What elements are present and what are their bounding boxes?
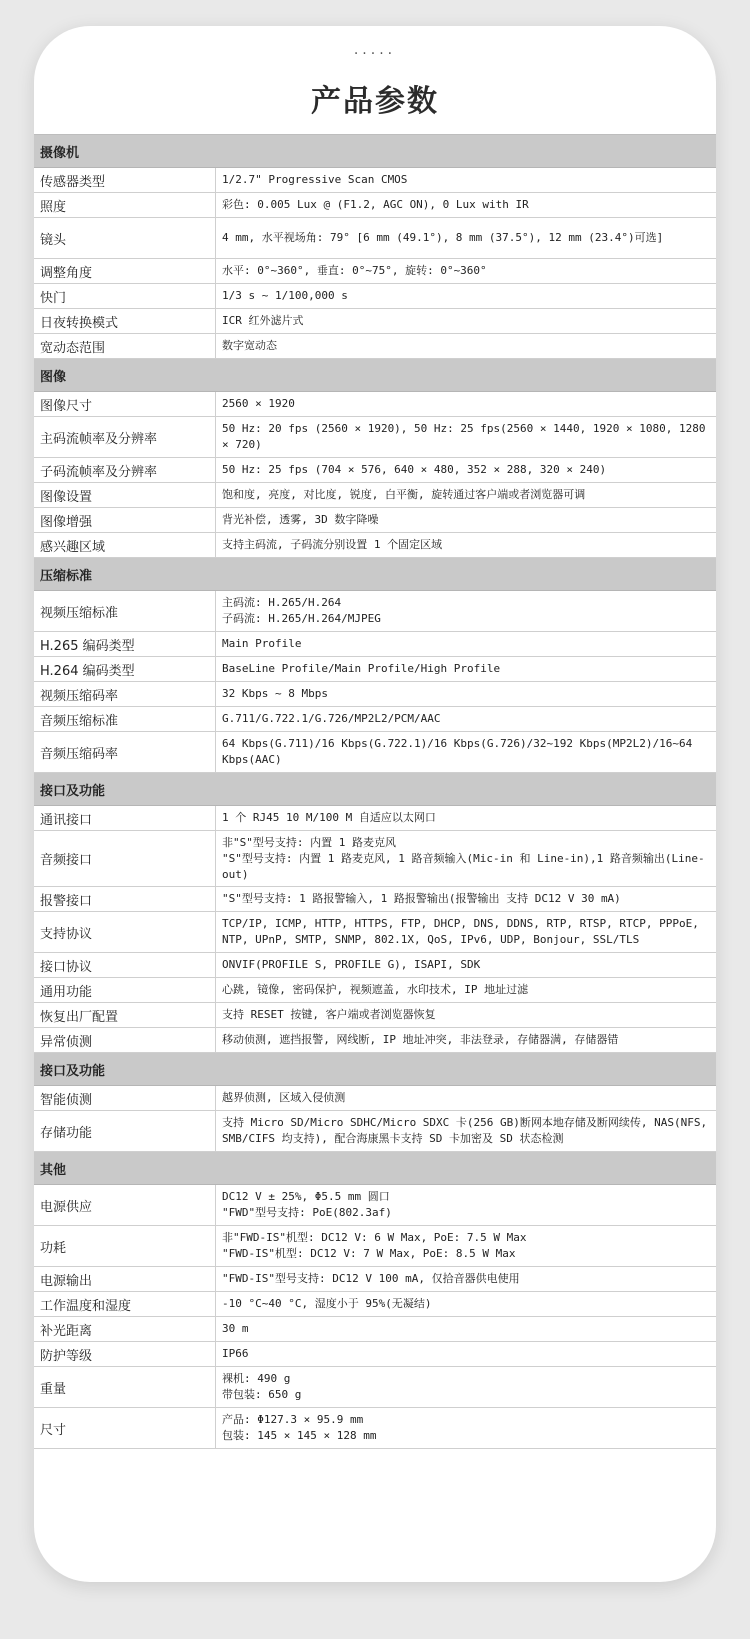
spec-value: 裸机: 490 g 带包装: 650 g xyxy=(222,1372,302,1401)
spec-label: 音频接口 xyxy=(34,831,216,886)
spec-value: 水平: 0°~360°, 垂直: 0°~75°, 旋转: 0°~360° xyxy=(222,264,487,277)
spec-row xyxy=(34,912,716,953)
spec-label: 感兴趣区域 xyxy=(34,533,216,557)
spec-label: 电源输出 xyxy=(34,1267,216,1291)
spec-value: 背光补偿, 透雾, 3D 数字降噪 xyxy=(222,513,379,526)
spec-label: 重量 xyxy=(34,1367,216,1407)
section-header: 接口及功能 xyxy=(34,1053,716,1086)
spec-label: 视频压缩标准 xyxy=(34,591,216,631)
section-header: 摄像机 xyxy=(34,135,716,168)
spec-label: 接口协议 xyxy=(34,953,216,977)
spec-label: 电源供应 xyxy=(34,1185,216,1225)
spec-value: 50 Hz: 20 fps (2560 × 1920), 50 Hz: 25 fps(2560 × 1440, 1920 × 1080, 1280 × 720) xyxy=(222,422,706,451)
spec-value: BaseLine Profile/Main Profile/High Profile xyxy=(222,662,501,675)
section-header: 压缩标准 xyxy=(34,558,716,591)
spec-value: 1 个 RJ45 10 M/100 M 自适应以太网口 xyxy=(222,811,436,824)
spec-value: "FWD-IS"型号支持: DC12 V 100 mA, 仅拾音器供电使用 xyxy=(222,1272,520,1285)
spec-label: 智能侦测 xyxy=(34,1086,216,1110)
spec-value: 非"S"型号支持: 内置 1 路麦克风 "S"型号支持: 内置 1 路麦克风, 1 路音频输入(Mic-in 和 Line-in),1 路音频输出(Line-out) xyxy=(222,835,705,881)
section-header: 其他 xyxy=(34,1152,716,1185)
spec-row xyxy=(34,309,716,334)
spec-value: 产品: Φ127.3 × 95.9 mm 包装: 145 × 145 × 128 mm xyxy=(222,1413,377,1442)
spec-value: 饱和度, 亮度, 对比度, 锐度, 白平衡, 旋转通过客户端或者浏览器可调 xyxy=(222,488,586,501)
spec-value: 64 Kbps(G.711)/16 Kbps(G.722.1)/16 Kbps(G.726)/32~192 Kbps(MP2L2)/16~64 Kbps(AAC) xyxy=(222,737,693,766)
page-title: 产品参数 xyxy=(311,84,439,119)
spec-value: 支持 RESET 按键, 客户端或者浏览器恢复 xyxy=(222,1008,436,1021)
spec-row xyxy=(34,218,716,259)
spec-label: 主码流帧率及分辨率 xyxy=(34,417,216,457)
spec-value: ONVIF(PROFILE S, PROFILE G), ISAPI, SDK xyxy=(222,958,481,971)
spec-label: 工作温度和湿度 xyxy=(34,1292,216,1316)
spec-label: 快门 xyxy=(34,284,216,308)
spec-label: 子码流帧率及分辨率 xyxy=(34,458,216,482)
spec-row xyxy=(34,1028,716,1053)
spec-row xyxy=(34,887,716,912)
spec-value: 数字宽动态 xyxy=(222,339,277,352)
spec-label: 音频压缩标准 xyxy=(34,707,216,731)
spec-value: 非"FWD-IS"机型: DC12 V: 6 W Max, PoE: 7.5 W Max "FWD-IS"机型: DC12 V: 7 W Max, PoE: 8.5 W Max xyxy=(222,1231,527,1260)
spec-row xyxy=(34,1226,716,1267)
spec-value: 越界侦测, 区域入侵侦测 xyxy=(222,1091,346,1104)
spec-value: 1/2.7" Progressive Scan CMOS xyxy=(222,173,408,186)
spec-label: 报警接口 xyxy=(34,887,216,911)
spec-value: 30 m xyxy=(222,1322,249,1335)
spec-label: 通用功能 xyxy=(34,978,216,1002)
spec-label: 调整角度 xyxy=(34,259,216,283)
spec-label: 音频压缩码率 xyxy=(34,732,216,772)
spec-label: 图像增强 xyxy=(34,508,216,532)
spec-value: 32 Kbps ~ 8 Mbps xyxy=(222,687,328,700)
spec-row xyxy=(34,259,716,284)
spec-label: 视频压缩码率 xyxy=(34,682,216,706)
spec-row xyxy=(34,533,716,558)
spec-label: 照度 xyxy=(34,193,216,217)
spec-row xyxy=(34,591,716,632)
spec-label: 存储功能 xyxy=(34,1111,216,1151)
spec-label: 补光距离 xyxy=(34,1317,216,1341)
spec-label: 宽动态范围 xyxy=(34,334,216,358)
spec-label: H.265 编码类型 xyxy=(34,632,216,656)
spec-row xyxy=(34,1267,716,1292)
spec-row xyxy=(34,632,716,657)
spec-label: 支持协议 xyxy=(34,912,216,952)
spec-value: Main Profile xyxy=(222,637,302,650)
spec-label: 异常侦测 xyxy=(34,1028,216,1052)
spec-row xyxy=(34,978,716,1003)
spec-value: 支持主码流, 子码流分别设置 1 个固定区域 xyxy=(222,538,443,551)
spec-row xyxy=(34,1086,716,1111)
spec-row xyxy=(34,806,716,831)
section-header: 接口及功能 xyxy=(34,773,716,806)
spec-value: "S"型号支持: 1 路报警输入, 1 路报警输出(报警输出 支持 DC12 V 30 mA) xyxy=(222,892,621,905)
spec-row xyxy=(34,1185,716,1226)
spec-row xyxy=(34,334,716,359)
spec-label: 图像设置 xyxy=(34,483,216,507)
spec-row xyxy=(34,458,716,483)
spec-row xyxy=(34,1367,716,1408)
spec-row xyxy=(34,392,716,417)
spec-row xyxy=(34,1342,716,1367)
spec-label: 镜头 xyxy=(34,218,216,258)
spec-card xyxy=(34,26,716,1582)
spec-row xyxy=(34,508,716,533)
spec-value: -10 °C~40 °C, 湿度小于 95%(无凝结) xyxy=(222,1297,432,1310)
spec-row xyxy=(34,1003,716,1028)
spec-value: ICR 红外滤片式 xyxy=(222,314,304,327)
spec-value: G.711/G.722.1/G.726/MP2L2/PCM/AAC xyxy=(222,712,441,725)
spec-row xyxy=(34,657,716,682)
spec-value: 1/3 s ~ 1/100,000 s xyxy=(222,289,348,302)
spec-row xyxy=(34,831,716,887)
spec-value: 50 Hz: 25 fps (704 × 576, 640 × 480, 352 × 288, 320 × 240) xyxy=(222,463,607,476)
decorative-dots: ..... xyxy=(353,42,397,58)
spec-value: 心跳, 镜像, 密码保护, 视频遮盖, 水印技术, IP 地址过滤 xyxy=(222,983,529,996)
spec-value: 4 mm, 水平视场角: 79° [6 mm (49.1°), 8 mm (37.5°), 12 mm (23.4°)可选] xyxy=(222,231,664,244)
spec-row xyxy=(34,1292,716,1317)
spec-row xyxy=(34,417,716,458)
spec-row xyxy=(34,284,716,309)
spec-table xyxy=(34,134,716,1449)
spec-label: 恢复出厂配置 xyxy=(34,1003,216,1027)
spec-value: 主码流: H.265/H.264 子码流: H.265/H.264/MJPEG xyxy=(222,596,381,625)
spec-label: 通讯接口 xyxy=(34,806,216,830)
spec-label: 尺寸 xyxy=(34,1408,216,1448)
spec-row xyxy=(34,483,716,508)
spec-value: 彩色: 0.005 Lux @ (F1.2, AGC ON), 0 Lux with IR xyxy=(222,198,529,211)
spec-value: 移动侦测, 遮挡报警, 网线断, IP 地址冲突, 非法登录, 存储器满, 存储器错 xyxy=(222,1033,619,1046)
spec-row xyxy=(34,193,716,218)
spec-value: DC12 V ± 25%, Φ5.5 mm 圆口 "FWD"型号支持: PoE(802.3af) xyxy=(222,1190,392,1219)
spec-row xyxy=(34,953,716,978)
spec-row xyxy=(34,1111,716,1152)
spec-row xyxy=(34,682,716,707)
spec-row xyxy=(34,1408,716,1449)
spec-label: 日夜转换模式 xyxy=(34,309,216,333)
spec-label: 传感器类型 xyxy=(34,168,216,192)
spec-row xyxy=(34,1317,716,1342)
spec-value: IP66 xyxy=(222,1347,249,1360)
spec-label: 防护等级 xyxy=(34,1342,216,1366)
spec-label: 图像尺寸 xyxy=(34,392,216,416)
spec-value: TCP/IP, ICMP, HTTP, HTTPS, FTP, DHCP, DNS, DDNS, RTP, RTSP, RTCP, PPPoE, NTP, UPnP, SMTP, SNMP, 802.1X, QoS, IPv6, UDP, Bonjour, SSL/TLS xyxy=(222,917,699,946)
spec-row xyxy=(34,732,716,773)
spec-row xyxy=(34,707,716,732)
spec-row xyxy=(34,168,716,193)
spec-label: H.264 编码类型 xyxy=(34,657,216,681)
spec-label: 功耗 xyxy=(34,1226,216,1266)
section-header: 图像 xyxy=(34,359,716,392)
spec-value: 2560 × 1920 xyxy=(222,397,295,410)
spec-value: 支持 Micro SD/Micro SDHC/Micro SDXC 卡(256 GB)断网本地存储及断网续传, NAS(NFS, SMB/CIFS 均支持), 配合海康黑卡支持 SD 卡加密及 SD 状态检测 xyxy=(222,1116,708,1145)
